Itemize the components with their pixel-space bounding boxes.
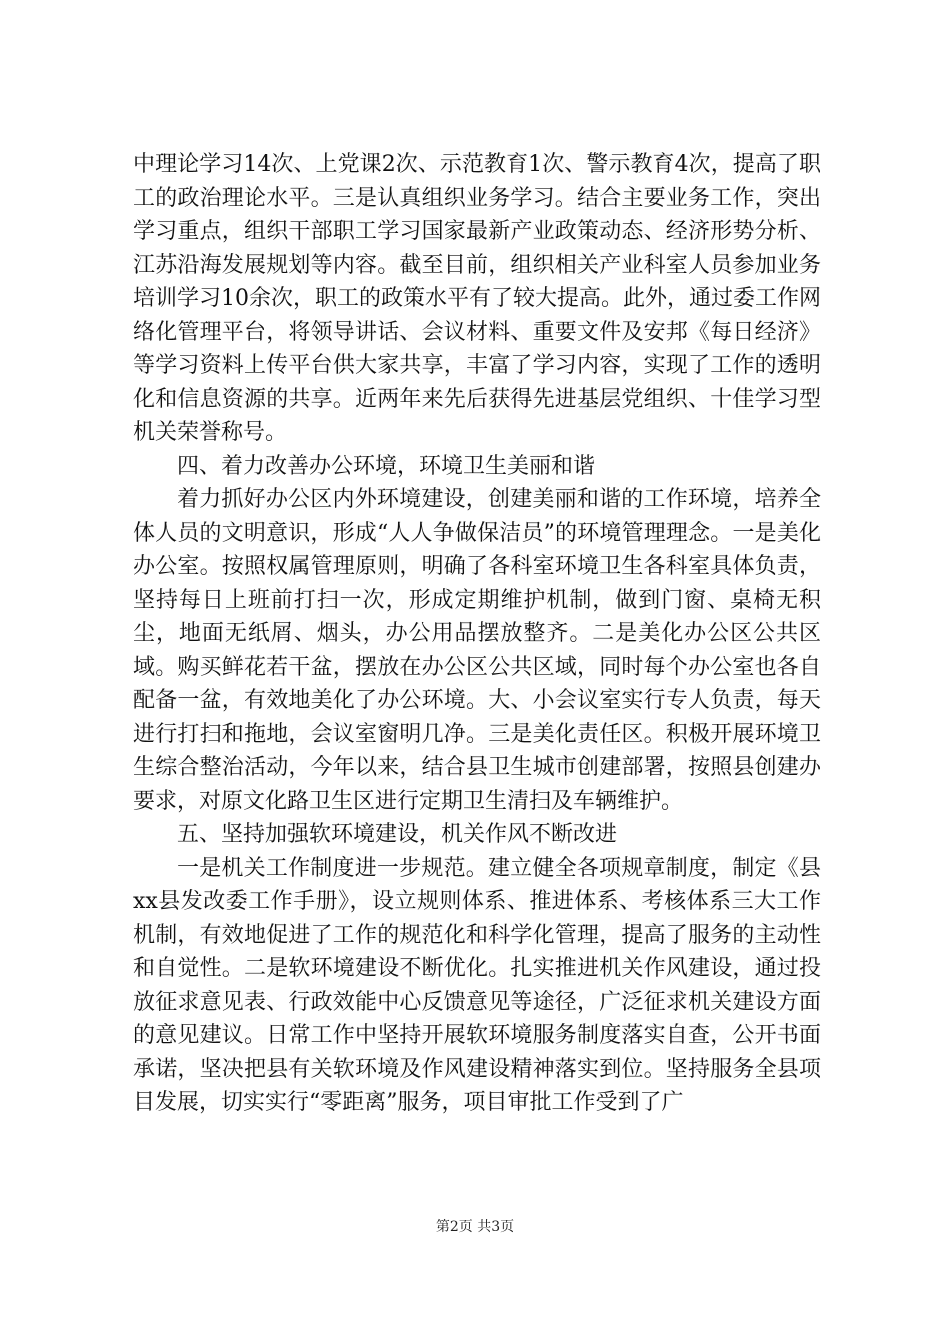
paragraph-soft-environment: 一是机关工作制度进一步规范。建立健全各项规章制度，制定《县xx县发改委工作手册》，设立规则体系、推进体系、考核体系三大工作机制，有效地促进了工作的规范化和科学化管理，提高了服务的主动性和自觉性。二是软环境建设不断优化。扎实推进机关作风建设，通过投放征求意见表、行政效能中心反馈意见等途径，广泛征求机关建设方面的意见建议。日常工作中坚持开展软环境服务制度落实自查，公开书面承诺，坚决把县有关软环境及作风建设精神落实到位。坚持服务全县项目发展，切实实行“零距离”服务，项目审批工作受到了广 — [133, 855, 821, 1115]
paragraph-office-environment: 着力抓好办公区内外环境建设，创建美丽和谐的工作环境，培养全体人员的文明意识，形成“人人争做保洁员”的环境管理理念。一是美化办公室。按照权属管理原则，明确了各科室环境卫生各科室具体负责，坚持每日上班前打扫一次，形成定期维护机制，做到门窗、桌椅无积尘，地面无纸屑、烟头，办公用品摆放整齐。二是美化办公区公共区域。购买鲜花若干盆，摆放在办公区公共区域，同时每个办公室也各自配备一盆，有效地美化了办公环境。大、小会议室实行专人负责，每天进行打扫和拖地，会议室窗明几净。三是美化责任区。积极开展环境卫生综合整治活动，今年以来，结合县卫生城市创建部署，按照县创建办要求，对原文化路卫生区进行定期卫生清扫及车辆维护。 — [133, 487, 821, 814]
section-heading-office-environment: 四、着力改善办公环境，环境卫生美丽和谐 — [177, 453, 596, 479]
section-heading-soft-environment: 五、坚持加强软环境建设，机关作风不断改进 — [177, 822, 618, 847]
page-footer: 第2页 共3页 — [435, 1219, 515, 1235]
paragraph-study-continued: 中理论学习14次、上党课2次、示范教育1次、警示教育4次，提高了职工的政治理论水平。三是认真组织业务学习。结合主要业务工作，突出学习重点，组织干部职工学习国家最新产业政策动态、经济形势分析、江苏沿海发展规划等内容。截至目前，组织相关产业科室人员参加业务培训学习10余次，职工的政策水平有了较大提高。此外，通过委工作网络化管理平台，将领导讲话、会议材料、重要文件及安邦《每日经济》等学习资料上传平台供大家共享，丰富了学习内容，实现了工作的透明化和信息资源的共享。近两年来先后获得先进基层党组织、十佳学习型机关荣誉称号。 — [133, 152, 821, 445]
document-body — [133, 148, 821, 1120]
